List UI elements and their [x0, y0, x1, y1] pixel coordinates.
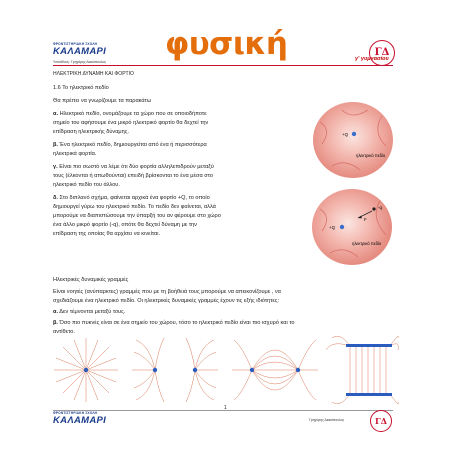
grade-label: γ' γυμνασίου	[355, 56, 389, 62]
positive-charge-icon	[340, 225, 344, 229]
charge-icon	[84, 368, 88, 372]
charge-icon	[296, 368, 300, 372]
charge-icon	[250, 368, 254, 372]
header-rule	[53, 65, 393, 66]
property-marker: α.	[53, 309, 58, 315]
positive-plate	[346, 344, 392, 347]
page-number: 1	[224, 405, 227, 411]
author-header: Υπεύθ/νος: Γρηγόρης Διακόπουλος	[53, 60, 107, 64]
test-charge-icon	[372, 207, 375, 210]
property-marker: β.	[53, 320, 58, 326]
school-brand-header: ΚΑΛΑΜΑΡΙ	[53, 46, 107, 57]
parallel-plates-diagram	[326, 336, 398, 404]
publisher-logo-footer: ΓΔ	[370, 410, 392, 432]
point-marker: δ.	[53, 195, 58, 201]
charge-label: +Q	[342, 132, 348, 137]
charge-label: +Q	[329, 225, 335, 230]
point-beta: β. Ένα ηλεκτρικό πεδίο, δημιουργείται από ένα ή περισσότερα ηλεκτρικά φορτία.	[53, 142, 207, 157]
positive-charge-icon	[352, 132, 356, 136]
subsection-title: 1.6 Το ηλεκτρικό πεδίο	[53, 85, 109, 91]
school-brand-footer: ΚΑΛΑΜΑΡΙ	[53, 415, 107, 426]
charge-icon	[193, 368, 197, 372]
field-line-diagrams	[50, 336, 400, 404]
force-label: F	[364, 217, 367, 222]
electric-field-figure-2	[312, 187, 394, 267]
test-charge-label: -q	[378, 205, 382, 210]
electric-field-figure-1	[312, 102, 394, 182]
charge-icon	[153, 368, 157, 372]
point-alpha: α. Ηλεκτρικό πεδίο, ονομάζουμε τα χώρο που σε οποιοδήποτε σημείο του αφήσουμε ένα μικρό ηλεκτρικό φορτίο θα δεχτεί την επίδραση ηλεκτρικής δύναμης.	[53, 111, 209, 135]
intro-text: Θα πρέπει να γνωρίζουμε τα παρακάτω	[53, 98, 152, 104]
point-marker: β.	[53, 142, 58, 148]
field-lines-intro: Είναι νοητές (ανύπαρκτες) γραμμές που με τη βοήθειά τους μπορούμε να απεικονίζουμε , να σχεδιάζουμε ένα ηλεκτρικό πεδίο. Οι ηλεκτρικές δυναμικές γραμμές έχουν τις εξής ιδιότητες:	[53, 289, 281, 304]
property-alpha: α. Δεν τέμνονται μεταξύ τους.	[53, 309, 126, 315]
dipole-diagram	[232, 340, 318, 400]
field-lines-heading: Ηλεκτρικές δυναμικές γραμμές	[53, 277, 129, 283]
point-delta: δ. Στο διπλανό σχήμα, φαίνεται αρχικά ένα φορτίο +Q, το οποίο δημιουργεί γύρω του ηλεκτρικό πεδίο. Το πεδίο δεν φαίνεται, αλλά μπορούμε να διαπιστώσουμε την ύπαρξή του αν φέρουμε στο χώρο ένα άλλο μικρό φορτίο (-q), οπότε θα δεχτεί δύναμη με την επίδραση της οποίας θα αρχίσει να κινείται.	[53, 195, 221, 237]
subject-title: φυσική	[165, 26, 288, 62]
school-name-footer: ΦΡΟΝΤΙΣΤΗΡΙΑΚΗ ΣΧΟΛΗ	[53, 411, 98, 415]
section-title: ΗΛΕΚΤΡΙΚΗ ΔΥΝΑΜΗ ΚΑΙ ΦΟΡΤΙΟ	[53, 71, 134, 77]
negative-plate	[346, 393, 392, 396]
publisher-logo: ΓΔ	[369, 40, 395, 66]
author-footer: Γρηγόρης Διακόπουλος	[309, 418, 345, 422]
property-beta: β. Όσο πιο πυκνές είναι σε ένα σημείο του χώρου, τόσο το ηλεκτρικό πεδίο είναι πιο ισχυρό και το αντίθετο.	[53, 320, 295, 335]
field-caption: ηλεκτρικό πεδίο	[352, 241, 382, 246]
point-gamma: γ. Είναι πιο σωστό να λέμε ότι δύο φορτία αλληλεπιδρούν μεταξύ τους (έλκονται ή απωθούνται) επειδή βρίσκονται το ένα μέσα στο ηλεκτρικό πεδίο του άλλου.	[53, 164, 214, 188]
repelling-charges-diagram	[132, 338, 218, 402]
point-marker: γ.	[53, 164, 58, 170]
field-caption: ηλεκτρικό πεδίο	[356, 153, 386, 158]
school-name-header: ΦΡΟΝΤΙΣΤΗΡΙΑΚΗ ΣΧΟΛΗ	[53, 42, 98, 46]
point-marker: α.	[53, 111, 58, 117]
footer-rule	[53, 410, 393, 411]
